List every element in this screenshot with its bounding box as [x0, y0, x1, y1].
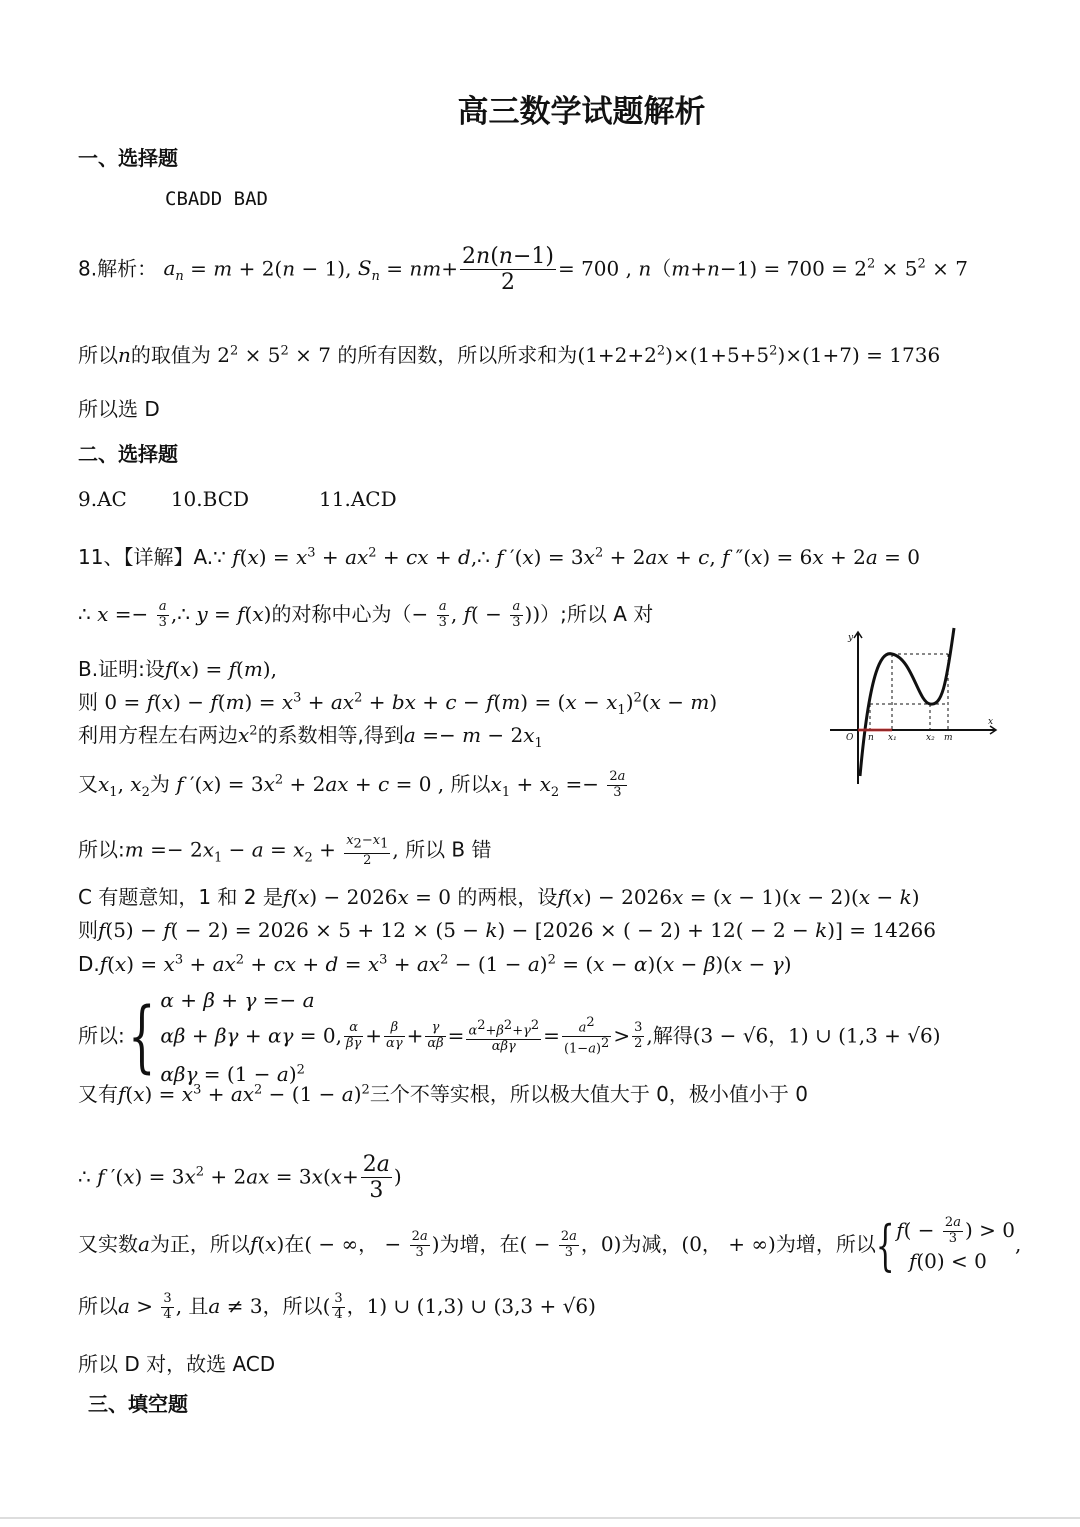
q11-d-answer-range: 所以a > $\frac{3}{4}$ , 且a ≠ 3，所以( $\frac{3}{4}$ ，1) ∪ (1,3) ∪ (3,3 + √6) — [78, 1291, 596, 1322]
q11-c-line2: 则f(5) − f( − 2) = 2026 × 5 + 12 × (5 − k) − [2026 × ( − 2) + 12( − 2 − k)] = 14266 — [78, 918, 936, 942]
q11-d-line1: $D.f(x) = x^3 + ax^2$ + cx + $d = x^3 + ax^2 - (1 - a)^2 = (x - \alpha)(x - \beta)(x - \gamma)$ — [78, 952, 792, 976]
cubic-function-graph — [830, 626, 1000, 786]
choice-answers: CBADD BAD — [165, 188, 268, 210]
q8-label: 8.解析： — [78, 256, 158, 281]
section-heading-fill: 三、填空题 — [88, 1392, 188, 1416]
multi-answers: 9.AC 10.BCD 11.ACD — [78, 487, 397, 511]
q11-c-line1: C 有题意知，1 和 2 是f(x) − 2026x = 0 的两根，设f(x) − 2026x = (x − 1)(x − 2)(x − k) — [78, 885, 920, 909]
graph-tick-m: m — [944, 733, 953, 743]
q11-d-three-roots: 又有$f(x) = x^3 + ax^2 - (1 - a)^2$三个不等实根，所以极大值大于 0，极小值小于 0 — [78, 1082, 808, 1106]
graph-tick-x1: x₁ — [888, 733, 897, 743]
q11-b-line5: 所以:m =− $2x_1 - a = x_2$ + $\frac{x_2-x_1}{2}$ , 所以 B 错 — [78, 833, 492, 868]
q11-d-derivative: ∴ f $'(x) = 3x^2 + 2ax = 3x(x+$ $\frac{2a}{3}$ ) — [78, 1152, 402, 1204]
q8-factor-line: 所以n的取值为 $2^2 \times 5^2 \times 7$ 的所有因数，所以所求和为$(1+2+2^2)\times(1+5+5^2)\times(1+7) = 1736$ — [78, 343, 941, 367]
q8-formula-line: 8.解析： $a_n = m + 2(n - 1)$, $S_n = nm+$ $\frac{2n(n-1)}{2}$ = 700 , $n(m+n-1) = 700 = 2^2 \times 5^2 \times 7$ — [78, 244, 968, 296]
q11-a-line: 11、【详解】A.∵ $f(x) = x^3 + ax^2$ + cx + d,∴ f $'(x) = 3x^2 + 2ax + c$, f ″(x) = 6x + 2a = 0 — [78, 545, 920, 569]
bottom-rule — [0, 1517, 1080, 1519]
q11-b-line4: 又$x_1$, $x_2$为 f $'(x) = 3x^2 + 2ax + c = 0$ , 所以$x_1 + x_2$ =− $\frac{2a}{3}$ — [78, 769, 626, 800]
q11-b-line1: B.证明:设f(x) = f(m), — [78, 657, 277, 681]
q11-b-line3: 利用方程左右两边$x^2$的系数相等,得到$a =- m - 2x_1$ — [78, 723, 543, 751]
graph-origin-label: O — [846, 733, 854, 743]
section-heading-multi: 二、选择题 — [78, 442, 178, 466]
section-heading-choice: 一、选择题 — [78, 146, 178, 170]
page-title: 高三数学试题解析 — [457, 94, 706, 130]
graph-tick-x2: x₂ — [926, 733, 935, 743]
graph-x-label: x — [988, 717, 994, 727]
q11-final: 所以 D 对，故选 ACD — [78, 1352, 276, 1376]
graph-tick-n: n — [868, 733, 874, 743]
q11-d-monotonic: 又实数a为正，所以f(x)在( − ∞， − $\frac{2a}{3}$ )为增，在( − $\frac{2a}{3}$ ，0)为减，(0， + ∞)为增，所以{ f( − $\frac{2a}{3}$ ) > 0 f(0) < 0 , — [78, 1213, 1022, 1277]
graph-y-label: y — [848, 633, 854, 643]
q11-d-system: 所以:{ α + β + γ =− a αβ + βγ + αγ = 0, $\frac{\alpha}{\beta\gamma}$ + $\frac{\beta}{\alpha\gamma}$ + $\frac{\gamma}{\alpha\beta}$ = $\frac{\alpha^2+\beta^2+\gamma^2}{\text{αβγ}}$ = $\frac{a^2}{(1-a)^2}$ > $\frac{3}{2}$ ,解得(3 − √6，1) ∪ (1,3 + √6) $\alpha\beta\gamma = (1 - a)^2$ — [78, 988, 941, 1086]
q8-conclusion: 所以选 D — [78, 397, 160, 421]
q11-b-line2: 则 $0 = f(x) - f(m) = x^3 + ax^2$ + bx + $c - f(m) = (x - x_1)^2(x - m)$ — [78, 690, 718, 718]
q11-a-center: ∴ x =− $\frac{a}{3}$ ,∴ y = f(x)的对称中心为（− $\frac{a}{3}$ , f( − $\frac{a}{3}$ ))）;所以 A 对 — [78, 599, 654, 630]
